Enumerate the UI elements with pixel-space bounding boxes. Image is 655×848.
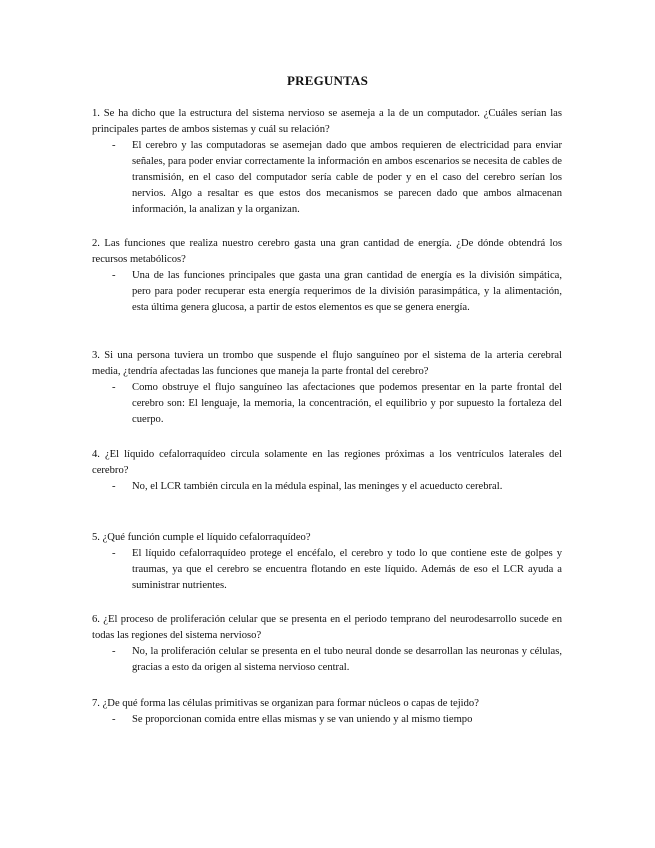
answer-text-2: Una de las funciones principales que gasta una gran cantidad de energía es la división simpática, pero para poder recuperar esta energía requerimos de la división parasimpática, y la alimentación, esta última genera glucosa, a partir de estos elementos es que se genera energía.: [132, 270, 562, 313]
bullet-dash-5: -: [112, 548, 116, 559]
question-block-3: [92, 348, 562, 428]
answer-4: [92, 479, 562, 495]
answer-7: [92, 712, 562, 728]
answer-1: [92, 138, 562, 218]
question-text-2: 2. Las funciones que realiza nuestro cerebro gasta una gran cantidad de energía. ¿De dónde obtendrá los recursos metabólicos?: [92, 238, 562, 265]
bullet-dash-4: -: [112, 481, 116, 492]
bullet-dash-2: -: [112, 270, 116, 281]
bullet-dash-6: -: [112, 646, 116, 657]
question-block-2: [92, 236, 562, 316]
question-block-1: [92, 106, 562, 218]
question-text-5: 5. ¿Qué función cumple el líquido cefalorraquídeo?: [92, 532, 311, 543]
bullet-dash-3: -: [112, 382, 116, 393]
bullet-dash-7: -: [112, 714, 116, 725]
answer-5: [92, 546, 562, 594]
question-text-3: 3. Si una persona tuviera un trombo que suspende el flujo sanguíneo por el sistema de la arteria cerebral media, ¿tendría afectadas las funciones que maneja la parte frontal del cerebro?: [92, 350, 562, 377]
question-text-7: 7. ¿De qué forma las células primitivas se organizan para formar núcleos o capas de tejido?: [92, 698, 479, 709]
question-text-1: 1. Se ha dicho que la estructura del sistema nervioso se asemeja a la de un computador. ¿Cuáles serían las principales partes de ambos sistemas y cuál su relación?: [92, 108, 562, 135]
question-text-6: 6. ¿El proceso de proliferación celular que se presenta en el periodo temprano del neurodesarrollo sucede en todas las regiones del sistema nervioso?: [92, 614, 562, 641]
bullet-dash-1: -: [112, 140, 116, 151]
answer-6: [92, 644, 562, 676]
answer-text-4: No, el LCR también circula en la médula espinal, las meninges y el acueducto cerebral.: [132, 481, 503, 492]
question-block-4: [92, 447, 562, 495]
answer-text-7: Se proporcionan comida entre ellas mismas y se van uniendo y al mismo tiempo: [132, 714, 473, 725]
answer-text-3: Como obstruye el flujo sanguíneo las afectaciones que podemos presentar en la parte frontal del cerebro son: El lenguaje, la memoria, la concentración, el equilibrio y por supuesto la fortaleza del cuerpo.: [132, 382, 562, 425]
question-block-7: [92, 696, 562, 728]
answer-3: [92, 380, 562, 428]
answer-text-5: El líquido cefalorraquídeo protege el encéfalo, el cerebro y todo lo que contiene este de golpes y traumas, ya que el cerebro se encuentra flotando en este líquido. Además de eso el LCR ayuda a suministrar nutrientes.: [132, 548, 562, 591]
answer-text-1: El cerebro y las computadoras se asemejan dado que ambos requieren de electricidad para enviar señales, para poder enviar correctamente la información en ambos escenarios se necesita de cables de transmisión, en el caso del computador sería cable de poder y en el caso del cerebro serían los nervios. Algo a resaltar es que estos dos mecanismos se parecen dado que ambos almacenan información, la analizan y la organizan.: [132, 140, 562, 215]
question-text-4: 4. ¿El líquido cefalorraquídeo circula solamente en las regiones próximas a los ventrículos laterales del cerebro?: [92, 449, 562, 476]
answer-2: [92, 268, 562, 316]
question-block-5: [92, 530, 562, 594]
question-block-6: [92, 612, 562, 676]
page-title: PREGUNTAS: [286, 73, 368, 88]
answer-text-6: No, la proliferación celular se presenta en el tubo neural donde se desarrollan las neuronas y células, gracias a esto da origen al sistema nervioso central.: [132, 646, 562, 673]
